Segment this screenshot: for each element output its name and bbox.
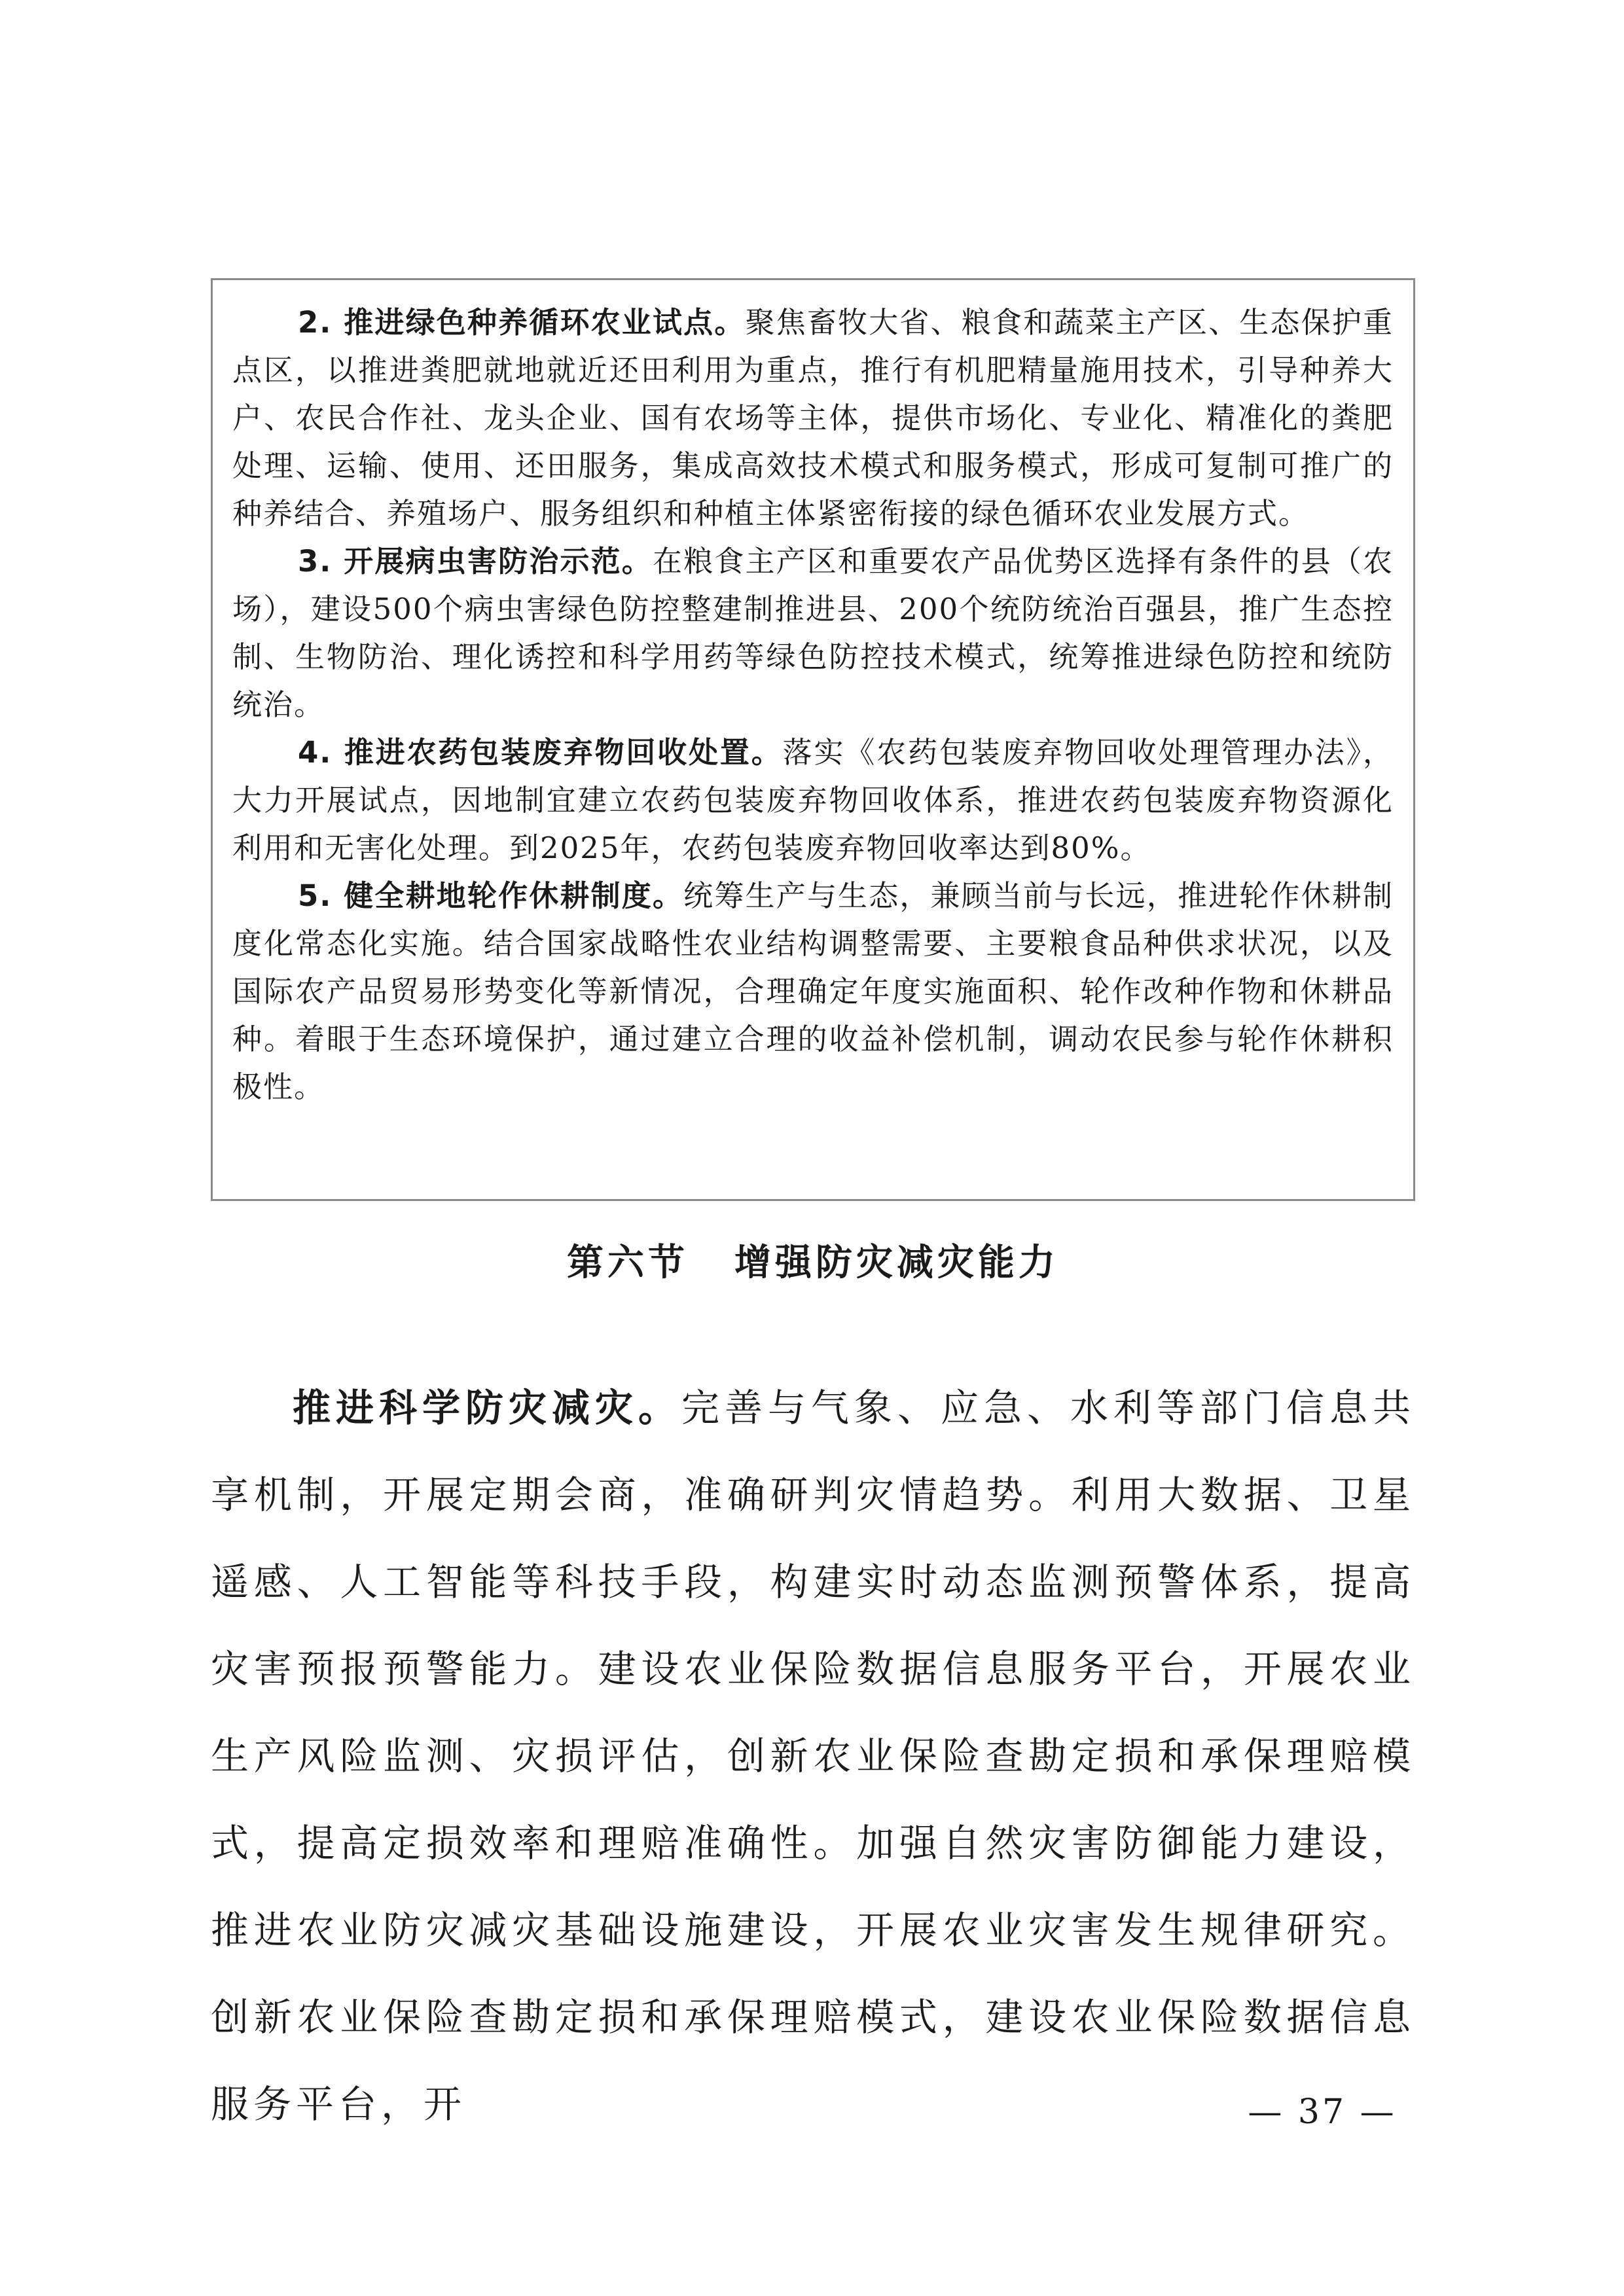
- box-item-text: 落实《农药包装废弃物回收处理管理办法》，大力开展试点，因地制宜建立农药包装废弃物回收体系，推进农药包装废弃物资源化利用和无害化处理。到2025年，农药包装废弃物回收率达到80%。: [232, 735, 1394, 865]
- box-item-lead: 4. 推进农药包装废弃物回收处置。: [298, 735, 783, 770]
- body-paragraph-lead: 推进科学防灾减灾。: [293, 1386, 681, 1430]
- box-item-lead: 3. 开展病虫害防治示范。: [298, 544, 653, 579]
- section-number: 第六节: [567, 1242, 689, 1284]
- box-item-text: 统筹生产与生态，兼顾当前与长远，推进轮作休耕制度化常态化实施。结合国家战略性农业结构调整需要、主要粮食品种供求状况，以及国际农产品贸易形势变化等新情况，合理确定年度实施面积、轮作改种作物和休耕品种。着眼于生态环境保护，通过建立合理的收益补偿机制，调动农民参与轮作休耕积极性。: [232, 878, 1394, 1104]
- box-item-2: [232, 298, 1394, 537]
- section-heading: [211, 1237, 1415, 1289]
- box-item-5: [232, 872, 1394, 1111]
- box-item-4: [232, 728, 1394, 872]
- text-box: [211, 278, 1415, 1201]
- box-item-lead: 2. 推进绿色种养循环农业试点。: [298, 305, 746, 340]
- section-title: 增强防灾减灾能力: [734, 1242, 1059, 1284]
- box-item-text: 聚焦畜牧大省、粮食和蔬菜主产区、生态保护重点区，以推进粪肥就地就近还田利用为重点，推行有机肥精量施用技术，引导种养大户、农民合作社、龙头企业、国有农场等主体，提供市场化、专业化、精准化的粪肥处理、运输、使用、还田服务，集成高效技术模式和服务模式，形成可复制可推广的种养结合、养殖场户、服务组织和种植主体紧密衔接的绿色循环农业发展方式。: [232, 305, 1394, 531]
- body-paragraph-text: 完善与气象、应急、水利等部门信息共享机制，开展定期会商，准确研判灾情趋势。利用大数据、卫星遥感、人工智能等科技手段，构建实时动态监测预警体系，提高灾害预报预警能力。建设农业保险数据信息服务平台，开展农业生产风险监测、灾损评估，创新农业保险查勘定损和承保理赔模式，提高定损效率和理赔准确性。加强自然灾害防御能力建设，推进农业防灾减灾基础设施建设，开展农业灾害发生规律研究。创新农业保险查勘定损和承保理赔模式，建设农业保险数据信息服务平台，开: [211, 1386, 1415, 2126]
- box-item-3: [232, 537, 1394, 728]
- box-item-lead: 5. 健全耕地轮作休耕制度。: [298, 878, 684, 913]
- body-paragraph: [211, 1365, 1415, 2148]
- box-item-text: 在粮食主产区和重要农产品优势区选择有条件的县（农场），建设500个病虫害绿色防控整建制推进县、200个统防统治百强县，推广生态控制、生物防治、理化诱控和科学用药等绿色防控技术模式，统筹推进绿色防控和统防统治。: [232, 544, 1394, 722]
- page-number: — 37 —: [1248, 2092, 1397, 2132]
